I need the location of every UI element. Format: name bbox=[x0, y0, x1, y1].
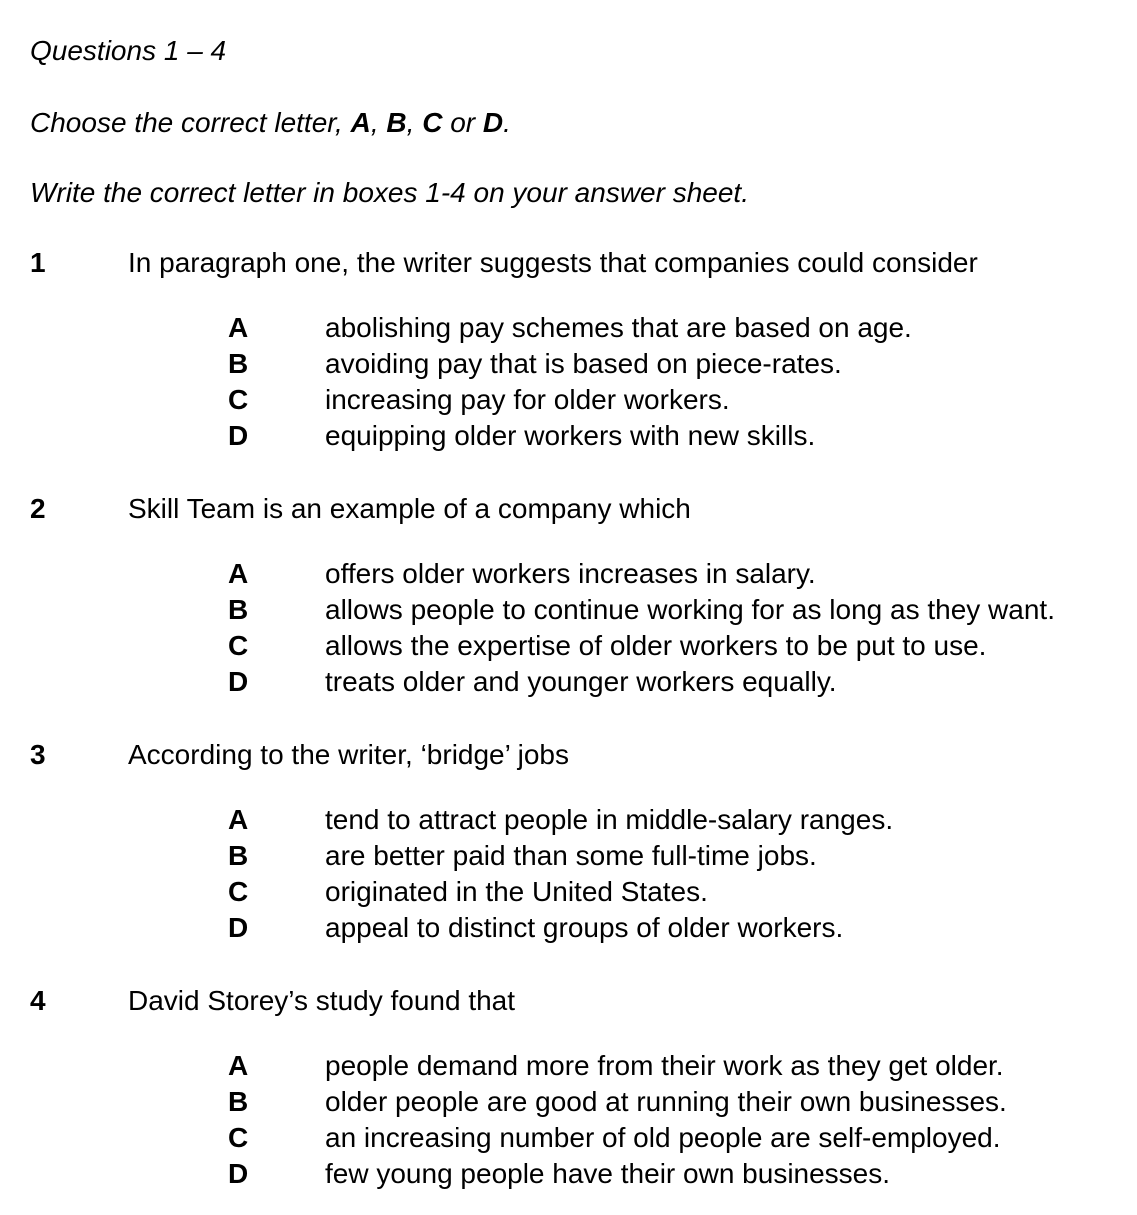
option-text: appeal to distinct groups of older workers. bbox=[325, 912, 844, 943]
option-row-a bbox=[30, 802, 1137, 838]
option-row-a bbox=[30, 310, 1137, 346]
option-text: abolishing pay schemes that are based on age. bbox=[325, 312, 912, 343]
option-letter: B bbox=[228, 840, 249, 871]
option-text: few young people have their own businesses. bbox=[325, 1158, 891, 1189]
instruction-choose-prefix: Choose the correct letter, bbox=[30, 107, 351, 138]
question-stem: Skill Team is an example of a company which bbox=[128, 493, 691, 524]
options-list bbox=[30, 310, 1137, 454]
option-row-c bbox=[30, 1120, 1137, 1156]
instruction-write-letter: Write the correct letter in boxes 1-4 on your answer sheet. bbox=[30, 177, 749, 208]
options-list bbox=[30, 556, 1137, 700]
question-block-4 bbox=[30, 986, 1137, 1192]
option-row-d bbox=[30, 1156, 1137, 1192]
option-row-c bbox=[30, 628, 1137, 664]
option-text: offers older workers increases in salary. bbox=[325, 558, 816, 589]
option-letter: D bbox=[228, 420, 249, 451]
questions-range-heading: Questions 1 – 4 bbox=[30, 35, 227, 66]
options-list bbox=[30, 1048, 1137, 1192]
question-number: 1 bbox=[30, 247, 46, 278]
question-row bbox=[30, 740, 1137, 770]
option-row-b bbox=[30, 1084, 1137, 1120]
option-letter: A bbox=[228, 804, 249, 835]
option-letter: D bbox=[228, 1158, 249, 1189]
option-letter: A bbox=[228, 1050, 249, 1081]
option-row-a bbox=[30, 1048, 1137, 1084]
question-row bbox=[30, 248, 1137, 278]
option-row-b bbox=[30, 592, 1137, 628]
option-row-c bbox=[30, 874, 1137, 910]
option-letter: B bbox=[228, 594, 249, 625]
option-row-d bbox=[30, 910, 1137, 946]
option-text: an increasing number of old people are self-employed. bbox=[325, 1122, 1001, 1153]
option-text: treats older and younger workers equally. bbox=[325, 666, 837, 697]
option-text: older people are good at running their own businesses. bbox=[325, 1086, 1007, 1117]
option-text: allows people to continue working for as long as they want. bbox=[325, 594, 1055, 625]
question-number: 4 bbox=[30, 985, 46, 1016]
separator: , bbox=[406, 107, 423, 138]
option-letter: D bbox=[228, 912, 249, 943]
option-text: equipping older workers with new skills. bbox=[325, 420, 816, 451]
question-number: 2 bbox=[30, 493, 46, 524]
option-row-a bbox=[30, 556, 1137, 592]
question-row bbox=[30, 986, 1137, 1016]
option-text: are better paid than some full-time jobs. bbox=[325, 840, 817, 871]
question-row bbox=[30, 494, 1137, 524]
option-row-c bbox=[30, 382, 1137, 418]
option-text: tend to attract people in middle-salary ranges. bbox=[325, 804, 894, 835]
option-text: avoiding pay that is based on piece-rates. bbox=[325, 348, 842, 379]
options-list bbox=[30, 802, 1137, 946]
option-row-d bbox=[30, 664, 1137, 700]
option-letter: A bbox=[228, 312, 249, 343]
option-letter: B bbox=[228, 348, 249, 379]
option-text: increasing pay for older workers. bbox=[325, 384, 730, 415]
question-number: 3 bbox=[30, 739, 46, 770]
choice-letter-c: C bbox=[422, 107, 443, 138]
option-text: originated in the United States. bbox=[325, 876, 708, 907]
option-row-b bbox=[30, 838, 1137, 874]
option-letter: C bbox=[228, 384, 249, 415]
option-letter: C bbox=[228, 1122, 249, 1153]
question-stem: According to the writer, ‘bridge’ jobs bbox=[128, 739, 569, 770]
separator: , bbox=[370, 107, 387, 138]
separator: or bbox=[442, 107, 483, 138]
instruction-choose-letter bbox=[30, 108, 1137, 138]
option-letter: C bbox=[228, 630, 249, 661]
option-text: people demand more from their work as they get older. bbox=[325, 1050, 1004, 1081]
option-letter: A bbox=[228, 558, 249, 589]
option-letter: D bbox=[228, 666, 249, 697]
option-row-b bbox=[30, 346, 1137, 382]
option-row-d bbox=[30, 418, 1137, 454]
choice-letter-b: B bbox=[386, 107, 407, 138]
sentence-period: . bbox=[503, 107, 511, 138]
option-letter: C bbox=[228, 876, 249, 907]
question-block-1 bbox=[30, 248, 1137, 454]
option-letter: B bbox=[228, 1086, 249, 1117]
question-block-3 bbox=[30, 740, 1137, 946]
question-stem: David Storey’s study found that bbox=[128, 985, 516, 1016]
option-text: allows the expertise of older workers to be put to use. bbox=[325, 630, 987, 661]
choice-letter-d: D bbox=[482, 107, 504, 138]
question-stem: In paragraph one, the writer suggests that companies could consider bbox=[128, 247, 978, 278]
choice-letter-a: A bbox=[350, 107, 371, 138]
question-block-2 bbox=[30, 494, 1137, 700]
